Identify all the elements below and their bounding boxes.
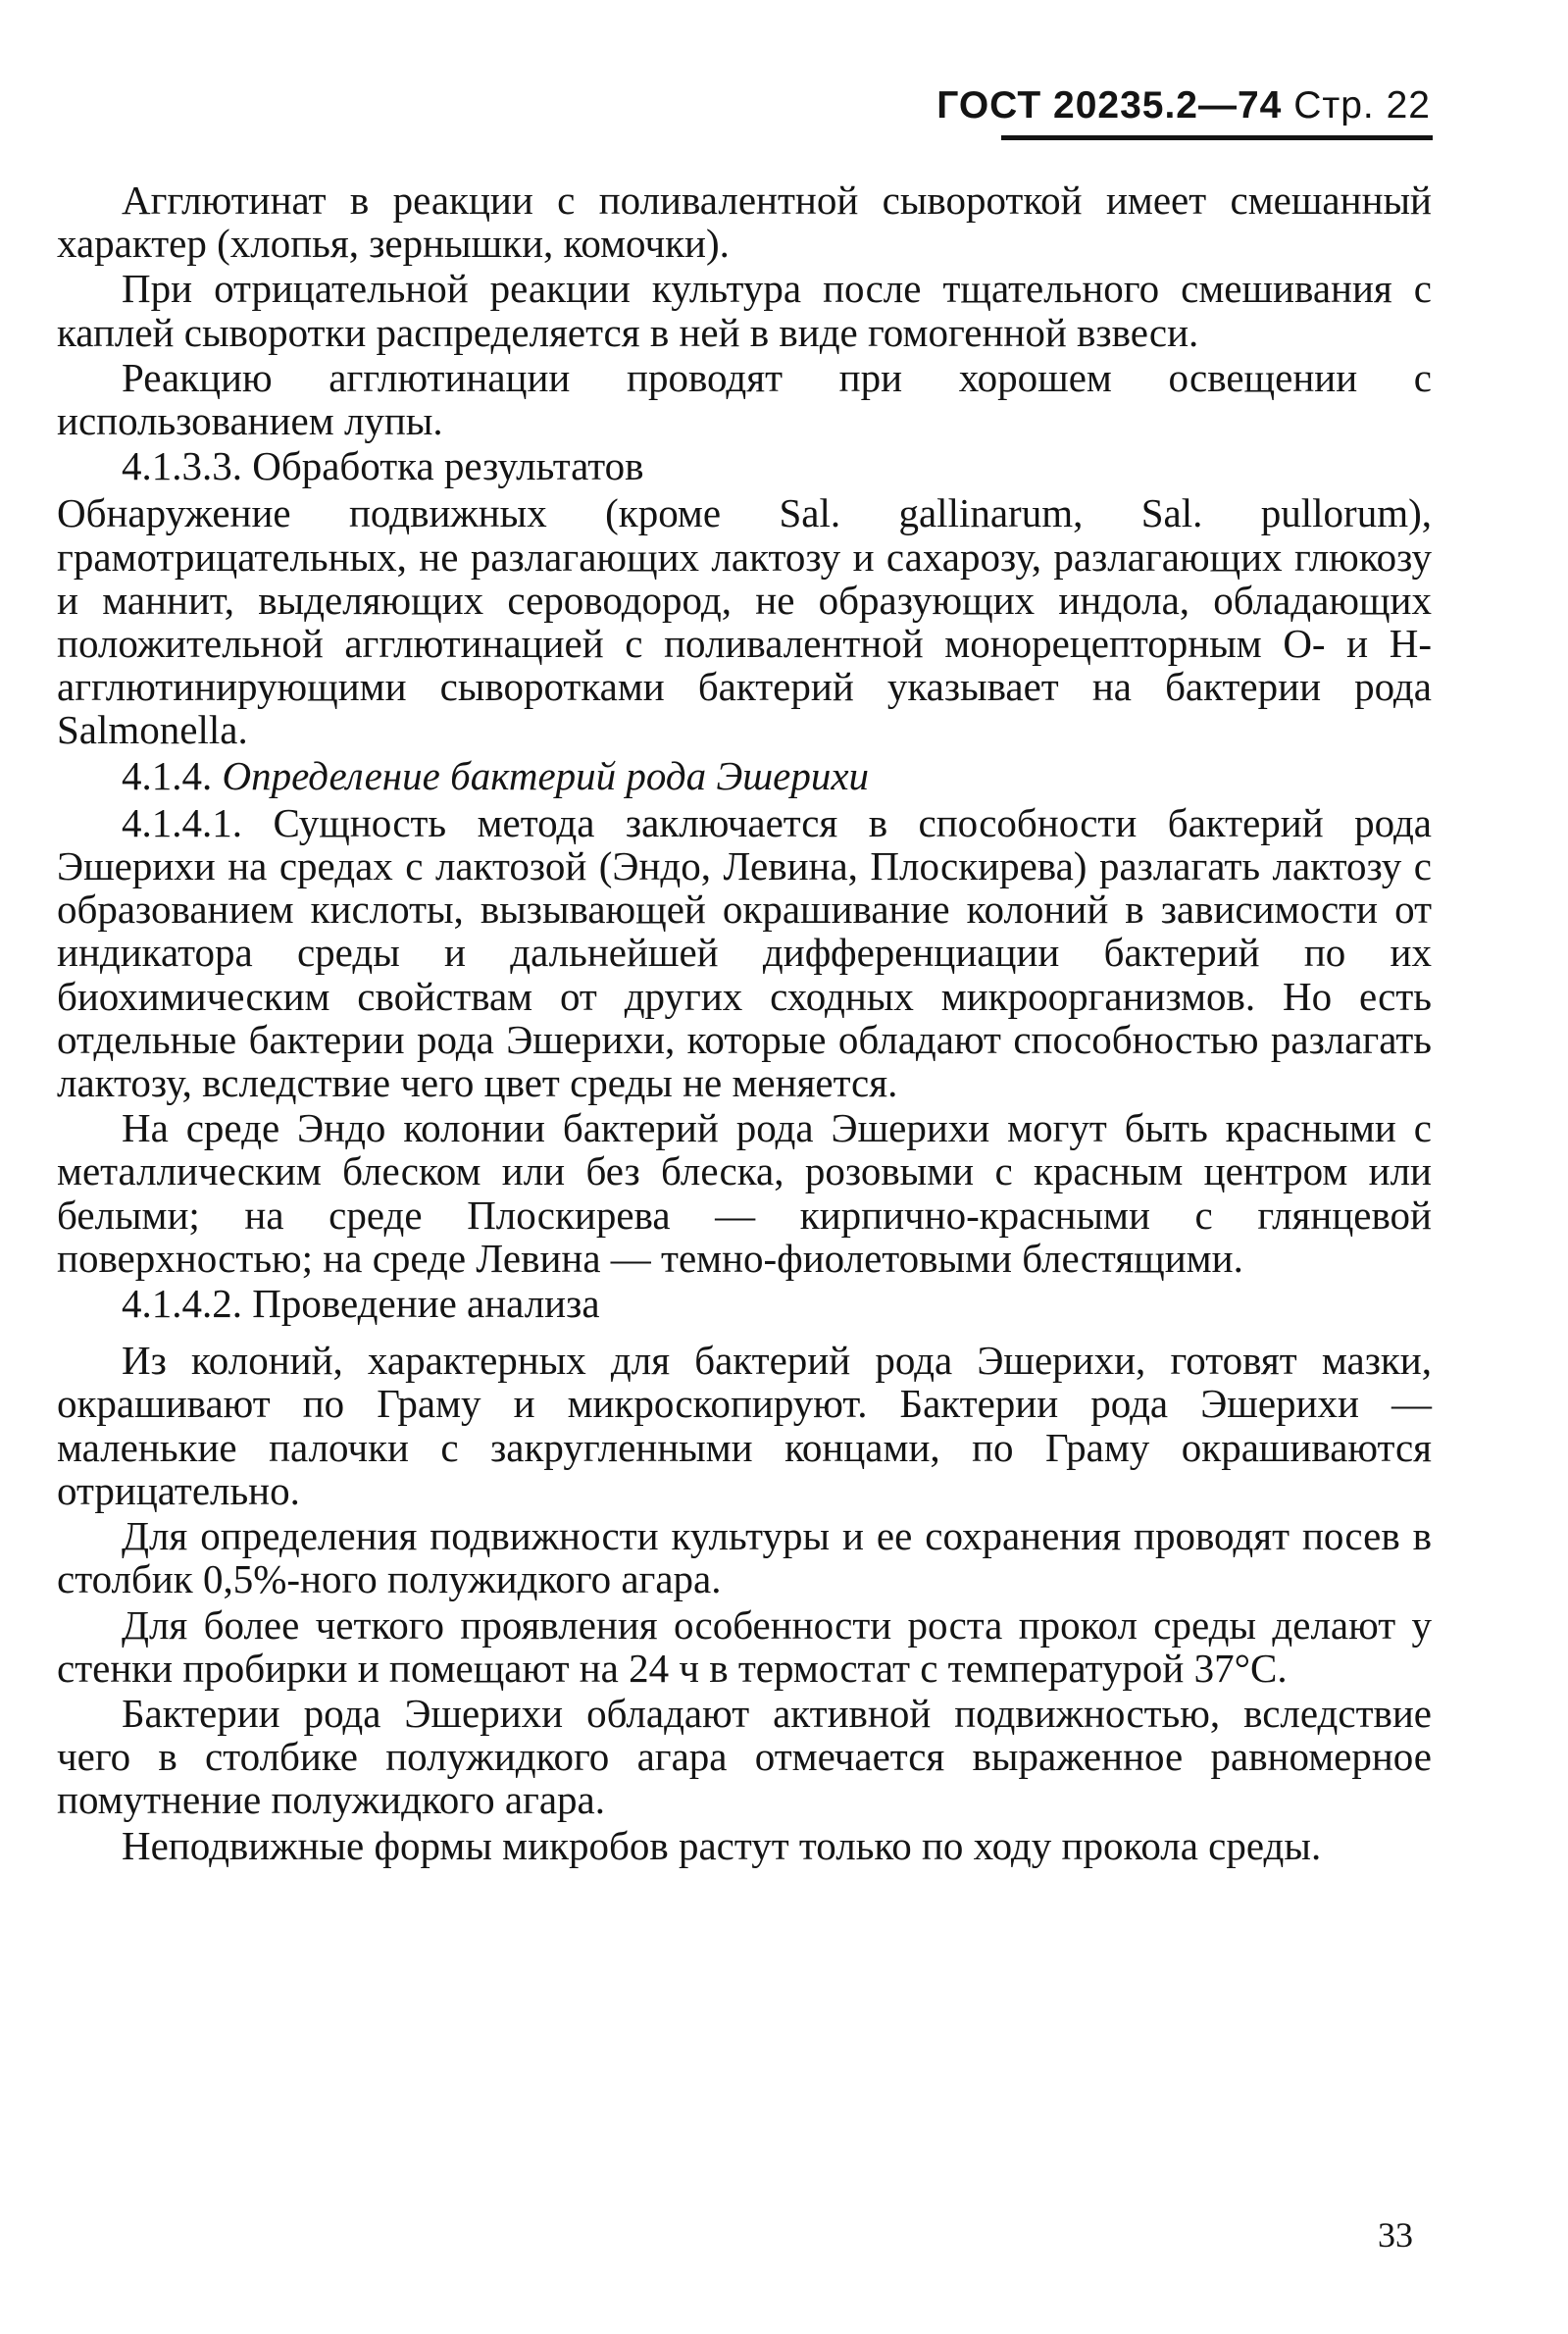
- section-number: 4.1.4.: [122, 752, 213, 798]
- paragraph-active-motility: Бактерии рода Эшерихи обладают активной подвижностью, вследствие чего в столбике полужидкого агара отмечается выраженное равномерное помутнение полужидкого агара.: [57, 1690, 1432, 1823]
- paragraph-reaction-lighting: Реакцию агглютинации проводят при хорошем освещении с использованием лупы.: [57, 354, 1432, 444]
- paragraph-motility-test: Для определения подвижности культуры и ее сохранения проводят посев в столбик 0,5%-ного полужидкого агара.: [57, 1513, 1432, 1602]
- section-heading-escherichia: [57, 754, 1432, 797]
- paragraph-colony-colors: На среде Эндо колонии бактерий рода Эшерихи могут быть красными с металлическим блеском или без блеска, розовыми с красным центром или белыми; на среде Плоскирева — кирпично-красными с глянцевой поверхностью; на среде Левина — темно-фиолетовыми блестящими.: [57, 1105, 1432, 1281]
- page-number: 33: [1378, 2215, 1413, 2255]
- gost-designation: ГОСТ 20235.2—74: [936, 84, 1283, 127]
- paragraph-nonmotile-forms: Неподвижные формы микробов растут только по ходу прокола среды.: [122, 1822, 1322, 1868]
- paragraph-method-essence: 4.1.4.1. Сущность метода заключается в способности бактерий рода Эшерихи на средах с лактозой (Эндо, Левина, Плоскирева) разлагать лактозу с образованием кислоты, вызывающей окрашивание колоний в зависимости от индикатора среды и дальнейшей дифференциации бактерий по их биохимическим свойствам от других сходных микроорганизмов. Но есть отдельные бактерии рода Эшерихи, которые обладают способностью разлагать лактозу, вследствие чего цвет среды не меняется.: [57, 799, 1432, 1106]
- section-heading-analysis: 4.1.4.2. Проведение анализа: [122, 1281, 600, 1327]
- paragraph-agglutinate: Агглютинат в реакции с поливалентной сывороткой имеет смешанный характер (хлопья, зернышки, комочки).: [57, 178, 1432, 267]
- header-rule: [1001, 135, 1433, 140]
- paragraph-negative-reaction: При отрицательной реакции культура после тщательного смешивания с каплей сыворотки распределяется в ней в виде гомогенной взвеси.: [57, 266, 1432, 355]
- document-body: [57, 178, 1432, 1867]
- document-header: [936, 84, 1431, 127]
- paragraph-gram-staining: Из колоний, характерных для бактерий рода Эшерихи, готовят мазки, окрашивают по Граму и микроскопируют. Бактерии рода Эшерихи — маленькие палочки с закругленными концами, по Граму окрашиваются отрицательно.: [57, 1338, 1432, 1513]
- paragraph-salmonella-detection: Обнаружение подвижных (кроме Sal. gallinarum, Sal. pullorum), грамотрицательных, не разлагающих лактозу и сахарозу, разлагающих глюкозу и маннит, выделяющих сероводород, не образующих индола, обладающих положительной агглютинацией с поливалентной монорецепторным О- и Н-агглютинирующими сыворотками бактерий указывает на бактерии рода Salmonella.: [57, 490, 1432, 753]
- section-title: Определение бактерий рода Эшерихи: [222, 752, 870, 798]
- section-heading-results: 4.1.3.3. Обработка результатов: [122, 443, 644, 489]
- paragraph-puncture-incubation: Для более четкого проявления особенности роста прокол среды делают у стенки пробирки и помещают на 24 ч в термостат с температурой 37°С.: [57, 1601, 1432, 1691]
- page-label: Стр. 22: [1293, 84, 1431, 127]
